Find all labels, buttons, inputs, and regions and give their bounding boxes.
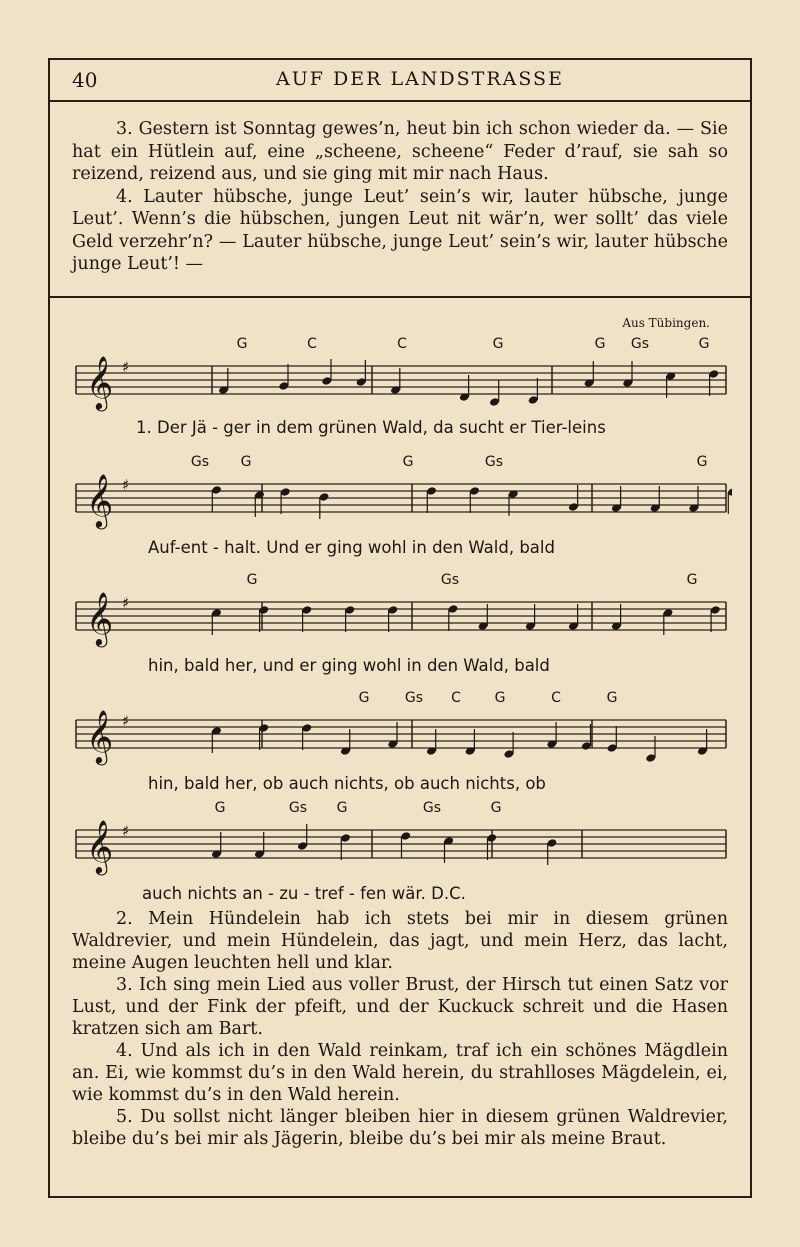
verse-5: 5. Du sollst nicht länger bleiben hier in diesem grünen Waldrevier, bleibe du’s bei mir als Jägerin, bleibe du’s bei mir als meine Braut.	[72, 1107, 728, 1149]
bottom-verses	[72, 908, 728, 1150]
chord: G	[696, 454, 708, 470]
page-number: 40	[72, 68, 98, 92]
chord: G	[358, 690, 370, 706]
chord: G	[402, 454, 414, 470]
key-signature-sharp: ♯	[122, 476, 130, 494]
page-header	[50, 60, 750, 102]
chord: Gs	[288, 800, 308, 816]
music-row-1	[72, 336, 732, 436]
treble-clef-icon: 𝄞	[86, 819, 114, 873]
page-frame	[48, 58, 752, 1198]
chord: G	[698, 336, 710, 352]
music-row-5	[72, 800, 732, 903]
music-row-3	[72, 572, 732, 675]
chord: Gs	[190, 454, 210, 470]
chord: G	[236, 336, 248, 352]
chord: G	[686, 572, 698, 588]
chord: G	[336, 800, 348, 816]
chord: Gs	[484, 454, 504, 470]
key-signature-sharp: ♯	[122, 822, 130, 840]
key-signature-sharp: ♯	[122, 712, 130, 730]
key-signature-sharp: ♯	[122, 594, 130, 612]
chord: G	[246, 572, 258, 588]
top-verses	[72, 118, 728, 276]
chord: G	[594, 336, 606, 352]
treble-clef-icon: 𝄞	[86, 591, 114, 645]
verse-4: 4. Und als ich in den Wald reinkam, traf ich ein schönes Mägdlein an. Ei, wie kommst du’s in den Wald herein, du strahlloses Mägdelein, ei, wie kommst du’s in den Wald herein.	[72, 1041, 728, 1105]
lyrics-line: auch nichts an - zu - tref - fen wär. D.C.	[142, 884, 466, 903]
chord: G	[214, 800, 226, 816]
lyrics-line: hin, bald her, und er ging wohl in den Wald, bald	[148, 656, 550, 675]
chord: G	[494, 690, 506, 706]
lyrics-line: Auf-ent - halt. Und er ging wohl in den Wald, bald	[148, 538, 555, 557]
treble-clef-icon: 𝄞	[86, 473, 114, 527]
lyrics-line: hin, bald her, ob auch nichts, ob auch nichts, ob	[148, 774, 546, 793]
music-row-4	[72, 690, 732, 793]
verse-3-top: 3. Gestern ist Sonntag gewes’n, heut bin ich schon wieder da. — Sie hat ein Hütlein auf, eine „scheene, scheene“ Feder d’rauf, sie sah so reizend, reizend aus, und sie ging mit mir nach Haus.	[72, 119, 728, 184]
verse-2: 2. Mein Hündelein hab ich stets bei mir in diesem grünen Waldrevier, und mein Hündelein, das jagt, und mein Herz, das lacht, meine Augen leuchten hell und klar.	[72, 909, 728, 973]
chord: C	[307, 336, 317, 352]
verse-3: 3. Ich sing mein Lied aus voller Brust, der Hirsch tut einen Satz vor Lust, und der Fink der pfeift, und der Kuckuck schreit und die Hasen kratzen sich am Bart.	[72, 975, 728, 1039]
chord: G	[606, 690, 618, 706]
treble-clef-icon: 𝄞	[86, 709, 114, 763]
chord: C	[551, 690, 561, 706]
key-signature-sharp: ♯	[122, 358, 130, 376]
chord: G	[240, 454, 252, 470]
lyrics-line: 1. Der Jä - ger in dem grünen Wald, da sucht er Tier-leins	[136, 418, 606, 437]
chord: C	[397, 336, 407, 352]
chord: Gs	[630, 336, 650, 352]
chord: Gs	[404, 690, 424, 706]
chord: G	[492, 336, 504, 352]
page-title: AUF DER LANDSTRASSE	[276, 68, 564, 90]
music-row-2	[72, 454, 732, 557]
section-divider	[50, 296, 750, 298]
chord: Gs	[440, 572, 460, 588]
song-source: Aus Tübingen.	[622, 316, 710, 330]
chord: G	[490, 800, 502, 816]
chord: C	[451, 690, 461, 706]
verse-4-top: 4. Lauter hübsche, junge Leut’ sein’s wir, lauter hübsche, junge Leut’. Wenn’s die hübschen, jungen Leut nit wär’n, wer sollt’ das viele Geld verzehr’n? — Lauter hübsche, junge Leut’ sein’s wir, lauter hübsche junge Leut’! —	[72, 186, 728, 274]
treble-clef-icon: 𝄞	[86, 355, 114, 409]
chord: Gs	[422, 800, 442, 816]
